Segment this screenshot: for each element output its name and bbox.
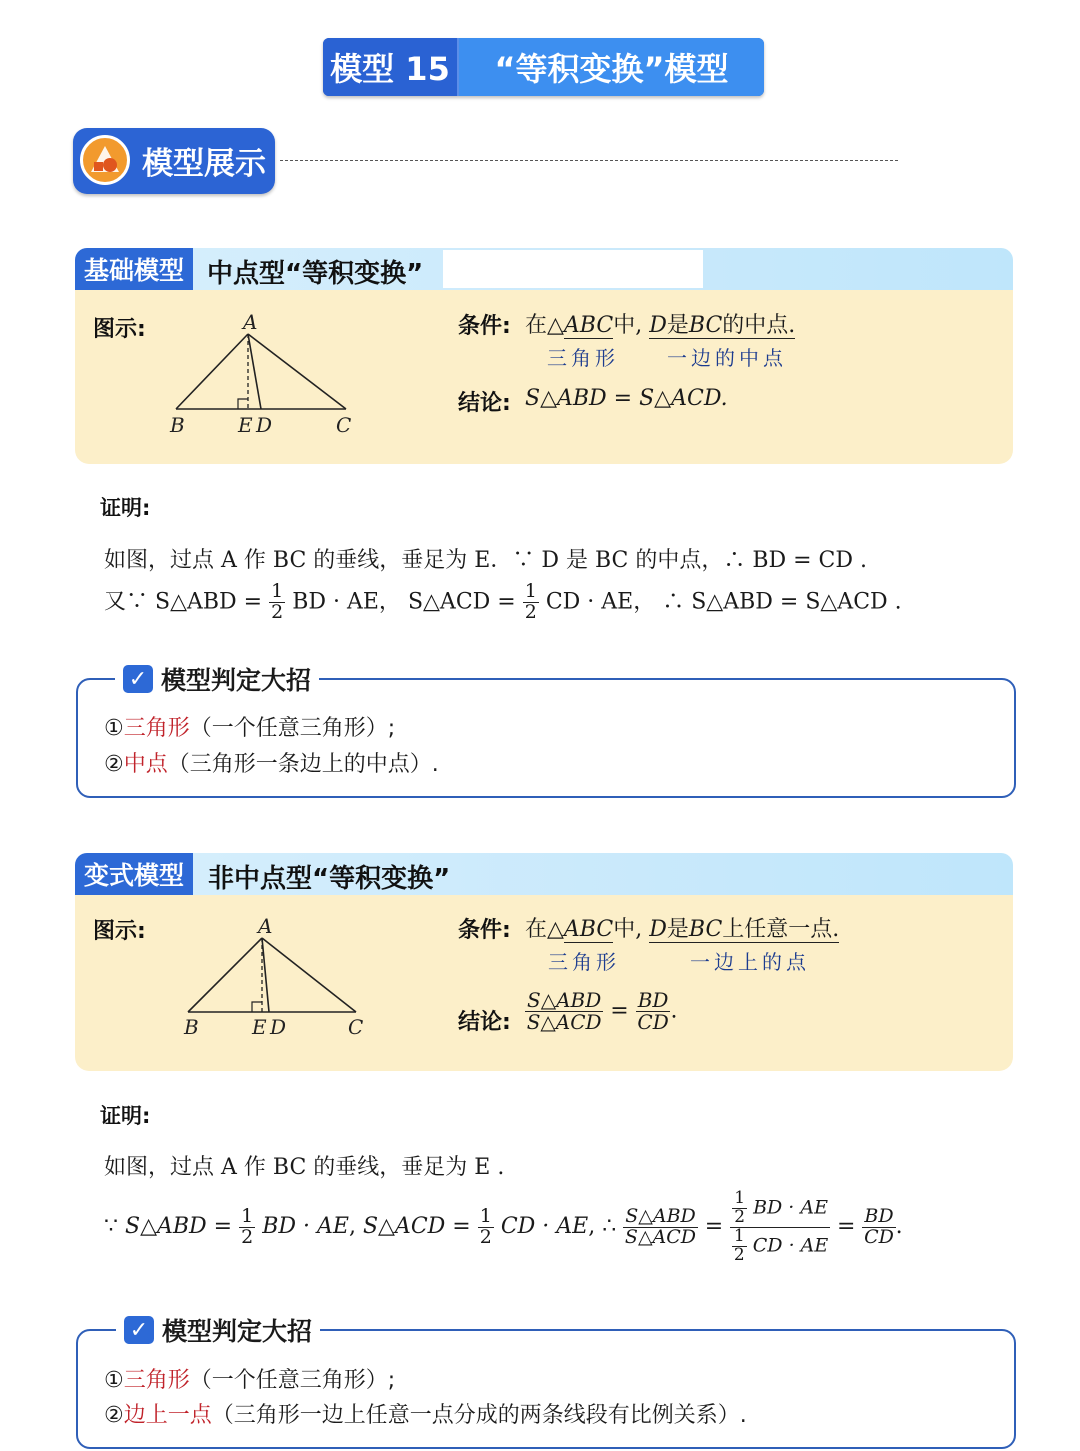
variant-proof-line1: 如图，过点 A 作 BC 的垂线，垂足为 E .	[104, 1155, 505, 1180]
basic-conclusion: S△ABD = S△ACD.	[525, 386, 728, 411]
basic-proof-line2: 又∵ S△ABD = $\frac{1}{2}$ BD · AE， S△ACD = $\frac{1}{2}$ CD · AE， ∴ S△ABD = S△ACD .	[104, 580, 902, 623]
judge-box-2-header	[116, 1313, 320, 1347]
basic-model-badge: 基础模型	[75, 248, 193, 290]
judge-box-2-title: 模型判定大招	[162, 1317, 313, 1346]
basic-condition: 在△ABC中, D是BC的中点.	[525, 313, 796, 338]
variant-condition: 在△ABC中, D是BC上任意一点.	[525, 917, 840, 942]
variant-proof-line2: ∵ S△ABD = $\frac{1}{2}$ BD · AE, S△ACD = $\frac{1}{2}$ CD · AE, ∴ $\frac{\text{S△ABD}}{\text{S△ACD}}$ = $\frac{1}{2}$ BD · AE $\frac{1}{2}$ CD · AE = $\frac{BD}{CD}$ .	[104, 1188, 903, 1265]
basic-condition-label: 条件:	[458, 314, 511, 339]
checkmark-icon: ✓	[124, 1316, 154, 1344]
model-name: “等积变换”模型	[459, 38, 764, 96]
basic-note-triangle: 三角形	[547, 346, 619, 370]
variant-model-badge: 变式模型	[75, 853, 193, 895]
point-e: E	[252, 1015, 267, 1039]
judge-2-item-1: ①三角形（一个任意三角形）;	[104, 1368, 396, 1393]
variant-triangle-diagram	[172, 912, 382, 1042]
basic-triangle-diagram	[160, 308, 370, 440]
judge-box-1-header	[115, 662, 319, 696]
judge-1-item-2: ②中点（三角形一条边上的中点）.	[104, 752, 439, 777]
variant-conclusion-label: 结论:	[458, 1010, 511, 1035]
variant-conclusion: $\frac{\text{S△ABD}}{\text{S△ACD}}$ = $\frac{BD}{CD}$ .	[526, 988, 678, 1034]
variant-note-point: 一边上的点	[690, 950, 810, 974]
judge-2-item-2: ②边上一点（三角形一边上任意一点分成的两条线段有比例关系）.	[104, 1403, 747, 1428]
basic-diagram-label: 图示:	[93, 317, 146, 342]
point-b: B	[184, 1015, 199, 1039]
judge-1-item-1: ①三角形（一个任意三角形）;	[104, 716, 396, 741]
point-c: C	[348, 1015, 364, 1039]
judge-box-1-title: 模型判定大招	[161, 666, 312, 695]
section-divider	[280, 160, 898, 161]
variant-proof-label: 证明:	[100, 1104, 151, 1128]
point-c: C	[336, 413, 352, 437]
variant-note-triangle: 三角形	[548, 950, 620, 974]
model-number: 模型 15	[323, 38, 459, 96]
section-title: 模型展示	[142, 146, 266, 182]
basic-proof-label: 证明:	[100, 496, 151, 520]
variant-condition-label: 条件:	[458, 918, 511, 943]
checkmark-icon: ✓	[123, 665, 153, 693]
shapes-icon	[80, 135, 130, 185]
basic-header-blank	[443, 250, 703, 288]
point-e: E	[238, 413, 253, 437]
point-a: A	[243, 310, 258, 334]
point-b: B	[170, 413, 185, 437]
basic-note-midpoint: 一边的中点	[667, 346, 787, 370]
point-d: D	[256, 413, 273, 437]
variant-model-title: 非中点型“等积变换”	[208, 864, 451, 894]
point-d: D	[270, 1015, 287, 1039]
title-banner	[323, 38, 764, 96]
variant-diagram-label: 图示:	[93, 919, 146, 944]
point-a: A	[258, 914, 273, 938]
basic-conclusion-label: 结论:	[458, 391, 511, 416]
basic-proof-line1: 如图，过点 A 作 BC 的垂线，垂足为 E．∵ D 是 BC 的中点，∴ BD = CD .	[104, 548, 868, 573]
basic-model-title: 中点型“等积变换”	[207, 259, 424, 289]
